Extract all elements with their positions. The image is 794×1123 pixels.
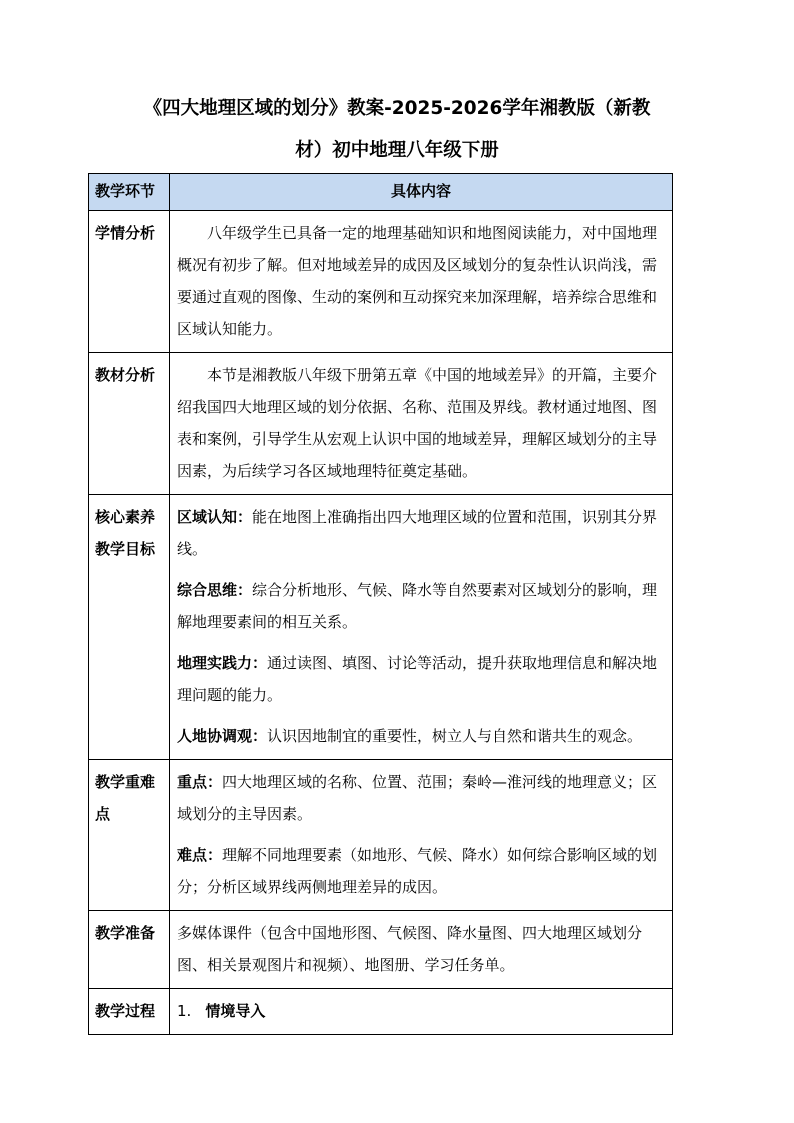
row-content-preparation bbox=[170, 911, 673, 989]
key-point-text: 理解不同地理要素（如地形、气候、降水）如何综合影响区域的划分；分析区域界线两侧地理差异的成因。 bbox=[177, 846, 658, 896]
objective-item bbox=[177, 501, 665, 565]
table-row-objectives bbox=[89, 495, 673, 760]
objective-item bbox=[177, 720, 665, 752]
key-point-title: 重点： bbox=[177, 773, 223, 791]
row-label-key-points: 教学重难点 bbox=[89, 760, 170, 911]
table-row-student-analysis bbox=[89, 211, 673, 353]
textbook-analysis-text: 本节是湘教版八年级下册第五章《中国的地域差异》的开篇，主要介绍我国四大地理区域的划分依据、名称、范围及界线。教材通过地图、图表和案例，引导学生从宏观上认识中国的地域差异，理解区域划分的主导因素，为后续学习各区域地理特征奠定基础。 bbox=[177, 366, 658, 480]
header-cell-stage: 教学环节 bbox=[89, 174, 170, 211]
process-step-number: 1. bbox=[177, 1002, 192, 1020]
row-label-student-analysis: 学情分析 bbox=[89, 211, 170, 353]
key-point-item bbox=[177, 839, 665, 903]
objective-title: 人地协调观： bbox=[177, 727, 268, 745]
header-cell-content: 具体内容 bbox=[170, 174, 673, 211]
objective-title: 区域认知： bbox=[177, 508, 253, 526]
table-row-key-points bbox=[89, 760, 673, 911]
table-header-row bbox=[89, 174, 673, 211]
objective-text: 综合分析地形、气候、降水等自然要素对区域划分的影响，理解地理要素间的相互关系。 bbox=[177, 581, 658, 631]
row-label-textbook-analysis: 教材分析 bbox=[89, 353, 170, 495]
table-row-textbook-analysis bbox=[89, 353, 673, 495]
lesson-plan-table bbox=[88, 173, 673, 1035]
row-label-process: 教学过程 bbox=[89, 989, 170, 1035]
row-content-textbook-analysis bbox=[170, 353, 673, 495]
row-label-objectives bbox=[89, 495, 170, 760]
row-label-preparation: 教学准备 bbox=[89, 911, 170, 989]
row-content-key-points bbox=[170, 760, 673, 911]
objective-title: 综合思维： bbox=[177, 581, 253, 599]
row-content-student-analysis bbox=[170, 211, 673, 353]
table-row-preparation bbox=[89, 911, 673, 989]
objectives-label-line-1: 核心素养 bbox=[95, 508, 156, 526]
title-line-2: 材）初中地理八年级下册 bbox=[295, 140, 499, 161]
row-content-objectives bbox=[170, 495, 673, 760]
objective-title: 地理实践力： bbox=[177, 654, 268, 672]
document-title bbox=[88, 88, 706, 172]
objective-text: 能在地图上准确指出四大地理区域的位置和范围，识别其分界线。 bbox=[177, 508, 658, 558]
objective-item bbox=[177, 647, 665, 711]
objective-text: 通过读图、填图、讨论等活动，提升获取地理信息和解决地理问题的能力。 bbox=[177, 654, 658, 704]
table-row-process bbox=[89, 989, 673, 1035]
key-point-item bbox=[177, 766, 665, 830]
key-point-text: 四大地理区域的名称、位置、范围；秦岭—淮河线的地理意义；区域划分的主导因素。 bbox=[177, 773, 658, 823]
key-point-title: 难点： bbox=[177, 846, 223, 864]
objectives-label-line-2: 教学目标 bbox=[95, 540, 156, 558]
preparation-text: 多媒体课件（包含中国地形图、气候图、降水量图、四大地理区域划分图、相关景观图片和视频）、地图册、学习任务单。 bbox=[177, 924, 643, 974]
objective-item bbox=[177, 574, 665, 638]
row-content-process bbox=[170, 989, 673, 1035]
process-step-title: 情境导入 bbox=[205, 1002, 266, 1020]
title-line-1: 《四大地理区域的划分》教案-2025-2026学年湘教版（新教 bbox=[143, 98, 651, 119]
student-analysis-text: 八年级学生已具备一定的地理基础知识和地图阅读能力，对中国地理概况有初步了解。但对地域差异的成因及区域划分的复杂性认识尚浅，需要通过直观的图像、生动的案例和互动探究来加深理解，培养综合思维和区域认知能力。 bbox=[177, 224, 658, 338]
objective-text: 认识因地制宜的重要性，树立人与自然和谐共生的观念。 bbox=[267, 727, 643, 745]
